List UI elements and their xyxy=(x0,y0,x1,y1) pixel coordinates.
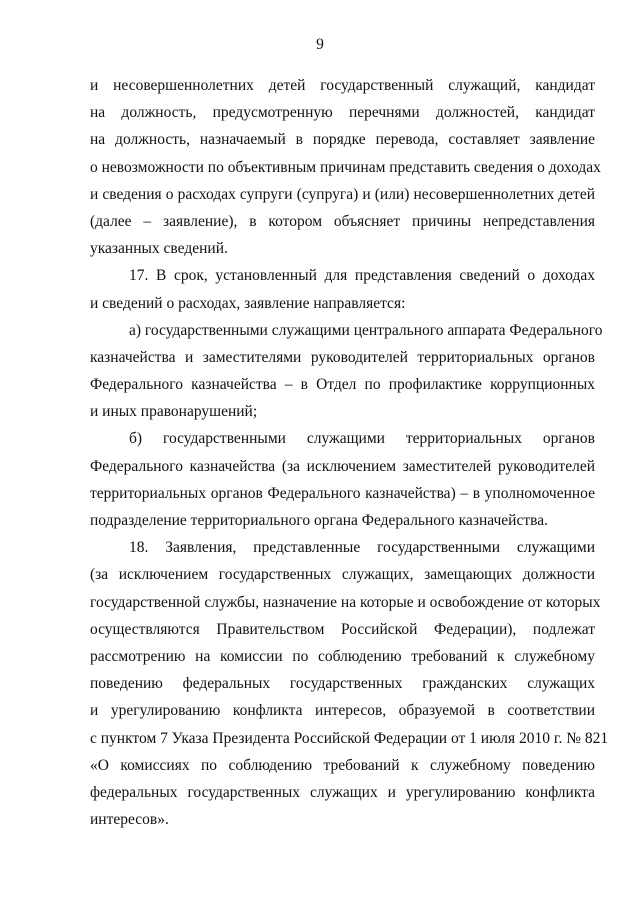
text-line: «О комиссиях по соблюдению требований к служебному поведению xyxy=(90,756,595,774)
text-line: и сведения о расходах супруги (супруга) и (или) несовершеннолетних детей xyxy=(90,185,595,203)
text-line: подразделение территориального органа Федерального казначейства. xyxy=(90,512,548,529)
text-line: поведению федеральных государственных гражданских служащих xyxy=(90,675,595,693)
text-line: осуществляются Правительством Российской Федерации), подлежат xyxy=(90,620,595,638)
text-line: б) государственными служащими территориальных органов xyxy=(129,430,595,448)
text-line: и сведений о расходах, заявление направляется: xyxy=(90,294,406,312)
text-line: с пунктом 7 Указа Президента Российской Федерации от 1 июля 2010 г. № 821 xyxy=(90,729,609,747)
text-line: (за исключением государственных служащих, замещающих должности xyxy=(90,566,595,584)
text-line: рассмотрению на комиссии по соблюдению требований к служебному xyxy=(90,647,595,665)
text-line: о невозможности по объективным причинам представить сведения о доходах xyxy=(90,158,601,176)
text-line: Федерального казначейства (за исключением заместителей руководителей xyxy=(90,457,595,475)
paragraph-18 xyxy=(90,534,609,833)
text-line: 18. Заявления, представленные государственными служащими xyxy=(129,539,595,557)
paragraph-17-item-a xyxy=(90,317,603,426)
paragraph-continuation xyxy=(90,72,601,262)
text-line: интересов». xyxy=(90,811,169,829)
text-line: а) государственными служащими центрального аппарата Федерального xyxy=(129,321,603,339)
document-body xyxy=(90,72,609,833)
text-line: и несовершеннолетних детей государственный служащий, кандидат xyxy=(90,77,595,94)
text-line: территориальных органов Федерального казначейства) – в уполномоченное xyxy=(90,484,595,502)
paragraph-17-item-b xyxy=(90,425,595,534)
text-line: казначейства и заместителями руководителей территориальных органов xyxy=(90,348,595,366)
text-line: государственной службы, назначение на которые и освобождение от которых xyxy=(90,593,601,611)
text-line: указанных сведений. xyxy=(90,240,228,258)
text-line: и иных правонарушений; xyxy=(90,403,258,421)
text-line: на должность, предусмотренную перечнями должностей, кандидат xyxy=(90,104,595,122)
text-line: на должность, назначаемый в порядке перевода, составляет заявление xyxy=(90,131,595,149)
text-line: и урегулированию конфликта интересов, образуемой в соответствии xyxy=(90,702,595,720)
text-line: федеральных государственных служащих и урегулированию конфликта xyxy=(90,783,595,801)
text-line: 17. В срок, установленный для представления сведений о доходах xyxy=(129,267,595,285)
text-line: (далее – заявление), в котором объясняет причины непредставления xyxy=(90,212,595,230)
paragraph-17 xyxy=(90,262,595,316)
page-number: 9 xyxy=(316,36,324,53)
text-line: Федерального казначейства – в Отдел по профилактике коррупционных xyxy=(90,376,595,394)
